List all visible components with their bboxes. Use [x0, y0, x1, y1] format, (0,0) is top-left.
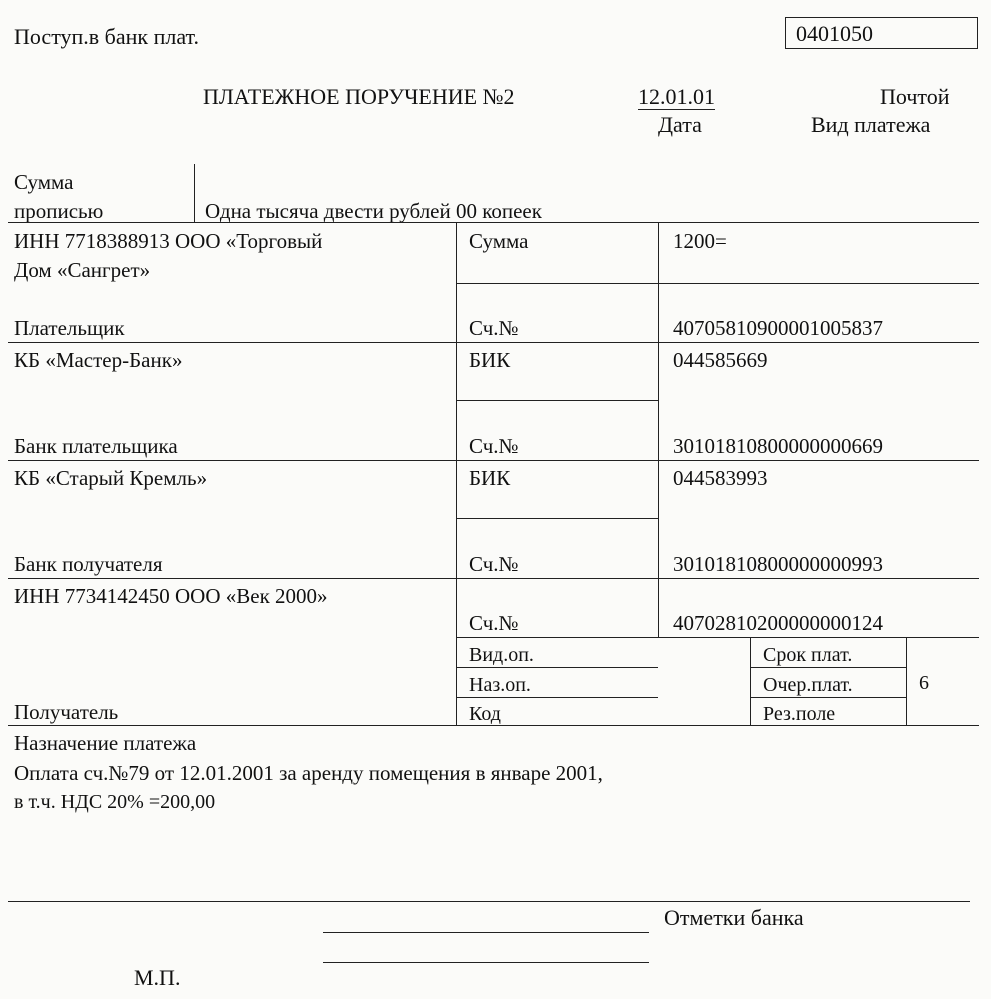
amount-words-divider	[194, 164, 195, 222]
purpose-line-1: Оплата сч.№79 от 12.01.2001 за аренду помещения в январе 2001,	[14, 761, 603, 785]
rule-sum-mid	[456, 283, 658, 284]
payer-bank-account-value: 30101810800000000669	[673, 434, 883, 458]
payer-bank-name: КБ «Мастер-Банк»	[14, 348, 183, 372]
payer-bank-bik-label: БИК	[469, 348, 511, 372]
rule-amount	[8, 222, 979, 223]
payment-type-value: Почтой	[880, 84, 950, 109]
amount-words-value: Одна тысяча двести рублей 00 копеек	[205, 199, 542, 223]
recipient-bank-name: КБ «Старый Кремль»	[14, 466, 208, 490]
rule-recipient-account	[456, 637, 979, 638]
date-label: Дата	[658, 112, 702, 137]
signature-line-2	[323, 962, 649, 963]
rule-srok	[750, 667, 906, 668]
col-divider-srok-left	[750, 637, 751, 725]
payer-label: Плательщик	[14, 316, 125, 340]
payer-account-value: 40705810900001005837	[673, 316, 883, 340]
vid-op-label: Вид.оп.	[469, 644, 534, 666]
sum-label: Сумма	[469, 229, 529, 253]
col-divider-right	[658, 222, 659, 637]
rule-payer-bank-mid	[456, 400, 658, 401]
bank-marks-label: Отметки банка	[664, 905, 804, 930]
recipient-account-value: 40702810200000000124	[673, 611, 883, 635]
rule-naz-op	[456, 697, 658, 698]
col-divider-left	[456, 222, 457, 725]
recipient-bank-bik-value: 044583993	[673, 466, 768, 490]
rule-recipient-bank-mid	[456, 518, 658, 519]
rez-pole-label: Рез.поле	[763, 703, 836, 725]
purpose-line-2: в т.ч. НДС 20% =200,00	[14, 791, 216, 813]
rule-sum-right	[658, 283, 979, 284]
payer-line-1: ИНН 7718388913 ООО «Торговый	[14, 229, 323, 253]
rule-vid-op	[456, 667, 658, 668]
col-divider-srok-right	[906, 637, 907, 725]
recipient-bank-bik-label: БИК	[469, 466, 511, 490]
payment-type-label: Вид платежа	[811, 112, 931, 137]
received-in-bank-label: Поступ.в банк плат.	[14, 24, 200, 49]
recipient-bank-account-value: 30101810800000000993	[673, 552, 883, 576]
ocher-plat-value: 6	[919, 672, 929, 694]
form-code: 0401050	[796, 21, 873, 46]
recipient-bank-label: Банк получателя	[14, 552, 163, 576]
srok-plat-label: Срок плат.	[763, 644, 853, 666]
amount-words-label-2: прописью	[14, 199, 104, 223]
payer-bank-bik-value: 044585669	[673, 348, 768, 372]
kod-label: Код	[469, 703, 501, 725]
ocher-plat-label: Очер.плат.	[763, 674, 853, 696]
payer-line-2: Дом «Сангрет»	[14, 258, 151, 282]
rule-payer	[8, 342, 979, 343]
stamp-label: М.П.	[134, 965, 181, 990]
rule-recipient	[8, 725, 979, 726]
recipient-bank-account-label: Сч.№	[469, 552, 519, 576]
payer-bank-label: Банк плательщика	[14, 434, 178, 458]
recipient-name: ИНН 7734142450 ООО «Век 2000»	[14, 584, 328, 608]
rule-footer	[8, 901, 970, 902]
payer-bank-account-label: Сч.№	[469, 434, 519, 458]
document-title: ПЛАТЕЖНОЕ ПОРУЧЕНИЕ №2	[203, 84, 515, 109]
amount-words-label-1: Сумма	[14, 170, 74, 194]
recipient-account-label: Сч.№	[469, 611, 519, 635]
date-value: 12.01.01	[638, 84, 715, 109]
signature-line-1	[323, 932, 649, 933]
sum-value: 1200=	[673, 229, 727, 253]
naz-op-label: Наз.оп.	[469, 674, 531, 696]
rule-ocher	[750, 697, 906, 698]
rule-payer-bank	[8, 460, 979, 461]
recipient-label: Получатель	[14, 700, 119, 724]
payer-account-label: Сч.№	[469, 316, 519, 340]
rule-recipient-bank	[8, 578, 979, 579]
purpose-label: Назначение платежа	[14, 731, 197, 755]
